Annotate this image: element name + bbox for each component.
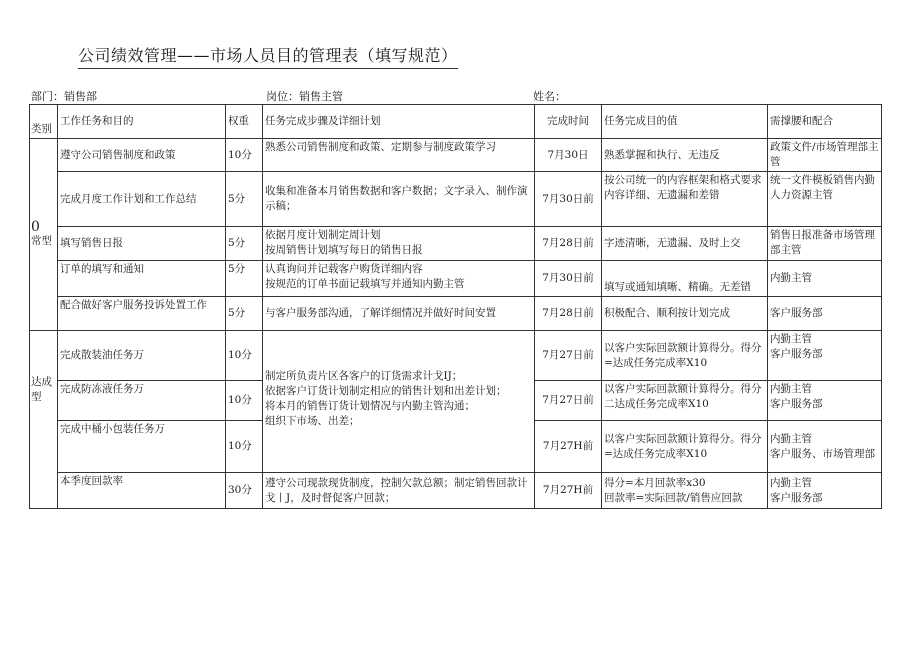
category-cell-achievement: 达成型 xyxy=(30,331,58,509)
category-label: 常型 xyxy=(31,235,52,247)
position-label: 岗位：销售主管 xyxy=(266,90,343,103)
time-cell: 7月30日前 xyxy=(535,261,602,297)
time-cell: 7月27H前 xyxy=(535,473,602,509)
support-cell: 销售日报准备市场管理部主管 xyxy=(768,227,882,261)
time-cell: 7月30日 xyxy=(535,139,602,172)
target-cell: 以客户实际回款额计算得分。得分二达成任务完成率X10 xyxy=(602,381,768,421)
weight-cell: 30分 xyxy=(226,473,263,509)
table-row xyxy=(30,297,882,331)
header-steps: 任务完成步骤及详细计划 xyxy=(263,105,535,139)
task-cell: 完成散装油任务万 xyxy=(58,331,226,381)
header-row xyxy=(30,105,882,139)
task-cell: 配合做好客户服务投诉处置工作 xyxy=(58,297,226,331)
table-row xyxy=(30,172,882,227)
support-cell: 客户服务部 xyxy=(768,297,882,331)
header-weight: 权重 xyxy=(226,105,263,139)
target-cell: 以客户实际回款额计算得分。得分=达成任务完成率X10 xyxy=(602,331,768,381)
support-cell: 内勤主管 客户服务部 xyxy=(768,331,882,381)
target-cell: 以客户实际回款额计算得分。得分=达成任务完成率X10 xyxy=(602,421,768,473)
target-cell: 填写或通知填晰、精确。无差错 xyxy=(602,261,768,297)
header-support: 需撑腰和配合 xyxy=(768,105,882,139)
name-label: 姓名： xyxy=(533,90,566,103)
time-cell: 7月27日前 xyxy=(535,331,602,381)
dept-label: 部门：销售部 xyxy=(31,90,97,103)
target-cell: 积极配合、顺利按计划完成 xyxy=(602,297,768,331)
steps-cell: 与客户服务部沟通，了解详细情况并做好时间安置 xyxy=(263,297,535,331)
table-row xyxy=(30,139,882,172)
support-cell: 内勤主管 xyxy=(768,261,882,297)
table-row xyxy=(30,331,882,381)
task-cell: 遵守公司销售制度和政策 xyxy=(58,139,226,172)
header-category: 类别 xyxy=(30,105,58,139)
steps-cell: 认真询问并记载客户购货详细内容 按规范的订单书面记载填写并通知内勤主管 xyxy=(263,261,535,297)
table-row xyxy=(30,261,882,297)
header-target: 任务完成目的值 xyxy=(602,105,768,139)
support-cell: 内勤主管 客户服务部 xyxy=(768,473,882,509)
support-cell: 统一文件模板销售内勤人力资源主管 xyxy=(768,172,882,227)
document-title: 公司绩效管理——市场人员目的管理表（填写规范） xyxy=(78,43,458,69)
support-cell: 内勤主管 客户服务、市场管理部 xyxy=(768,421,882,473)
weight-cell: 5分 xyxy=(226,227,263,261)
support-cell: 内勤主管 客户服务部 xyxy=(768,381,882,421)
steps-cell: 收集和准备本月销售数据和客户数据；文字录入、制作演示稿； xyxy=(263,172,535,227)
weight-cell: 5分 xyxy=(226,261,263,297)
target-cell: 按公司统一的内容框架和格式要求内容详细、无遗漏和差错 xyxy=(602,172,768,227)
steps-cell: 依据月度计划制定周计划 按周销售计划填写每日的销售日报 xyxy=(263,227,535,261)
task-cell: 完成月度工作计划和工作总结 xyxy=(58,172,226,227)
table-row xyxy=(30,227,882,261)
task-cell: 本季度回款率 xyxy=(58,473,226,509)
task-cell: 填写销售日报 xyxy=(58,227,226,261)
target-cell: 字迹清晰，无遗漏、及时上交 xyxy=(602,227,768,261)
performance-table xyxy=(29,104,882,509)
time-cell: 7月27日前 xyxy=(535,381,602,421)
time-cell: 7月28日前 xyxy=(535,227,602,261)
header-task: 工作任务和目的 xyxy=(58,105,226,139)
weight-cell: 5分 xyxy=(226,297,263,331)
time-cell: 7月27H前 xyxy=(535,421,602,473)
weight-cell: 10分 xyxy=(226,331,263,381)
weight-cell: 10分 xyxy=(226,139,263,172)
weight-cell: 10分 xyxy=(226,381,263,421)
steps-cell: 熟悉公司销售制度和政策、定期参与制度政策学习 xyxy=(263,139,535,172)
steps-cell: 遵守公司现款现货制度，控制欠款总额；制定销售回款计戈丨J，及时督促客户回款； xyxy=(263,473,535,509)
target-cell: 熟悉掌握和执行、无违反 xyxy=(602,139,768,172)
task-cell: 订单的填写和通知 xyxy=(58,261,226,297)
task-cell: 完成防冻液任务万 xyxy=(58,381,226,421)
support-cell: 政策文件/市场管理部主管 xyxy=(768,139,882,172)
category-mark: 0 xyxy=(31,219,40,235)
weight-cell: 5分 xyxy=(226,172,263,227)
time-cell: 7月28日前 xyxy=(535,297,602,331)
task-cell: 完成中桶小包装任务万 xyxy=(58,421,226,473)
category-cell-routine xyxy=(30,139,58,331)
header-time: 完成时间 xyxy=(535,105,602,139)
time-cell: 7月30日前 xyxy=(535,172,602,227)
weight-cell: 10分 xyxy=(226,421,263,473)
table-row xyxy=(30,473,882,509)
steps-cell-shared: 制定所负责片区各客户的订货需求计戈IJ； 依据客户订货计划制定相应的销售计划和出差计划； 将本月的销售订货计划情况与内勤主管沟通； 组织下市场、出差； xyxy=(263,331,535,473)
target-cell: 得分=本月回款率x30 回款率=实际回款/销售应回款 xyxy=(602,473,768,509)
